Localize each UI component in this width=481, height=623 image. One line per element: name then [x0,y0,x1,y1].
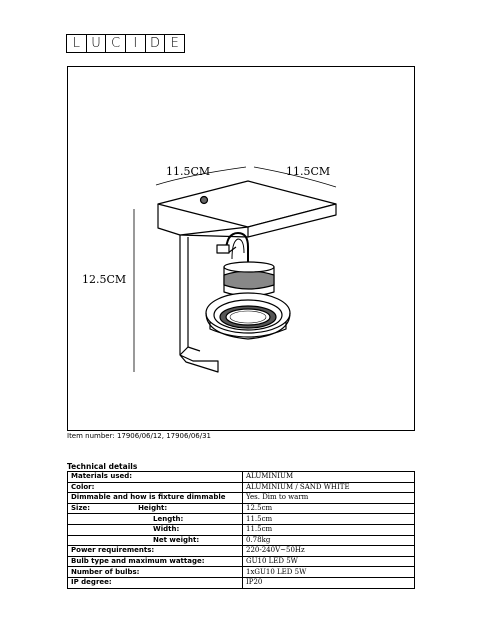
technical-details-table [67,471,415,589]
spec-value: 1xGU10 LED 5W [243,567,415,578]
spec-label-cell [68,503,243,514]
logo-letter: C [106,35,126,52]
spec-value: 0.78kg [243,535,415,546]
spec-row [68,535,415,546]
spec-sublabel: Height: [138,504,168,513]
spec-row [68,514,415,525]
spec-row [68,493,415,504]
logo-letter: D [146,35,166,52]
spec-label: Dimmable and how is fixture dimmable [71,493,226,502]
spec-value: 12.5cm [243,503,415,514]
spec-value: 220-240V~50Hz [243,546,415,557]
spotlight-drawing [68,67,416,432]
spec-label-cell [68,546,243,557]
spec-value: GU10 LED 5W [243,556,415,567]
spec-sublabel: Net weight: [153,535,200,544]
spec-label-cell [68,556,243,567]
spec-label: Color: [71,482,95,491]
item-number: Item number: 17906/06/12, 17906/06/31 [67,432,211,440]
spec-label-cell [68,482,243,493]
spec-value: 11.5cm [243,514,415,525]
spec-sublabel: Length: [153,514,184,523]
brand-logo [66,34,185,53]
spec-label: Power requirements: [71,546,155,555]
logo-letter: U [87,35,107,52]
spec-row [68,556,415,567]
spec-value: Yes. Dim to warm [243,493,415,504]
logo-letter: L [67,35,87,52]
spec-label: Bulb type and maximum wattage: [71,557,205,566]
spec-row [68,546,415,557]
logo-letter: I [126,35,146,52]
spec-value: 11.5cm [243,524,415,535]
product-drawing-frame [67,66,415,431]
spec-row [68,567,415,578]
spec-row [68,577,415,588]
spec-label-cell [68,524,243,535]
dimension-height: 12.5CM [82,273,127,286]
dimension-width-right: 11.5CM [286,165,331,178]
spec-label-cell [68,493,243,504]
spec-label: Number of bulbs: [71,567,140,576]
spec-sublabel: Width: [153,525,180,534]
spec-row [68,524,415,535]
spec-value: ALUMINIUM [243,472,415,483]
spec-value: IP20 [243,577,415,588]
spec-label-cell [68,514,243,525]
spec-row [68,482,415,493]
spec-label-cell [68,535,243,546]
spec-row [68,472,415,483]
spec-row [68,503,415,514]
spec-label: IP degree: [71,578,112,587]
spec-label: Size: [71,504,91,513]
dimension-width-left: 11.5CM [166,165,211,178]
spec-label-cell [68,567,243,578]
spec-label-cell [68,577,243,588]
logo-letter: E [170,36,179,51]
spec-label-cell [68,472,243,483]
spec-value: ALUMINIUM / SAND WHITE [243,482,415,493]
spec-label: Materials used: [71,472,133,481]
technical-details-title: Technical details [67,462,138,471]
